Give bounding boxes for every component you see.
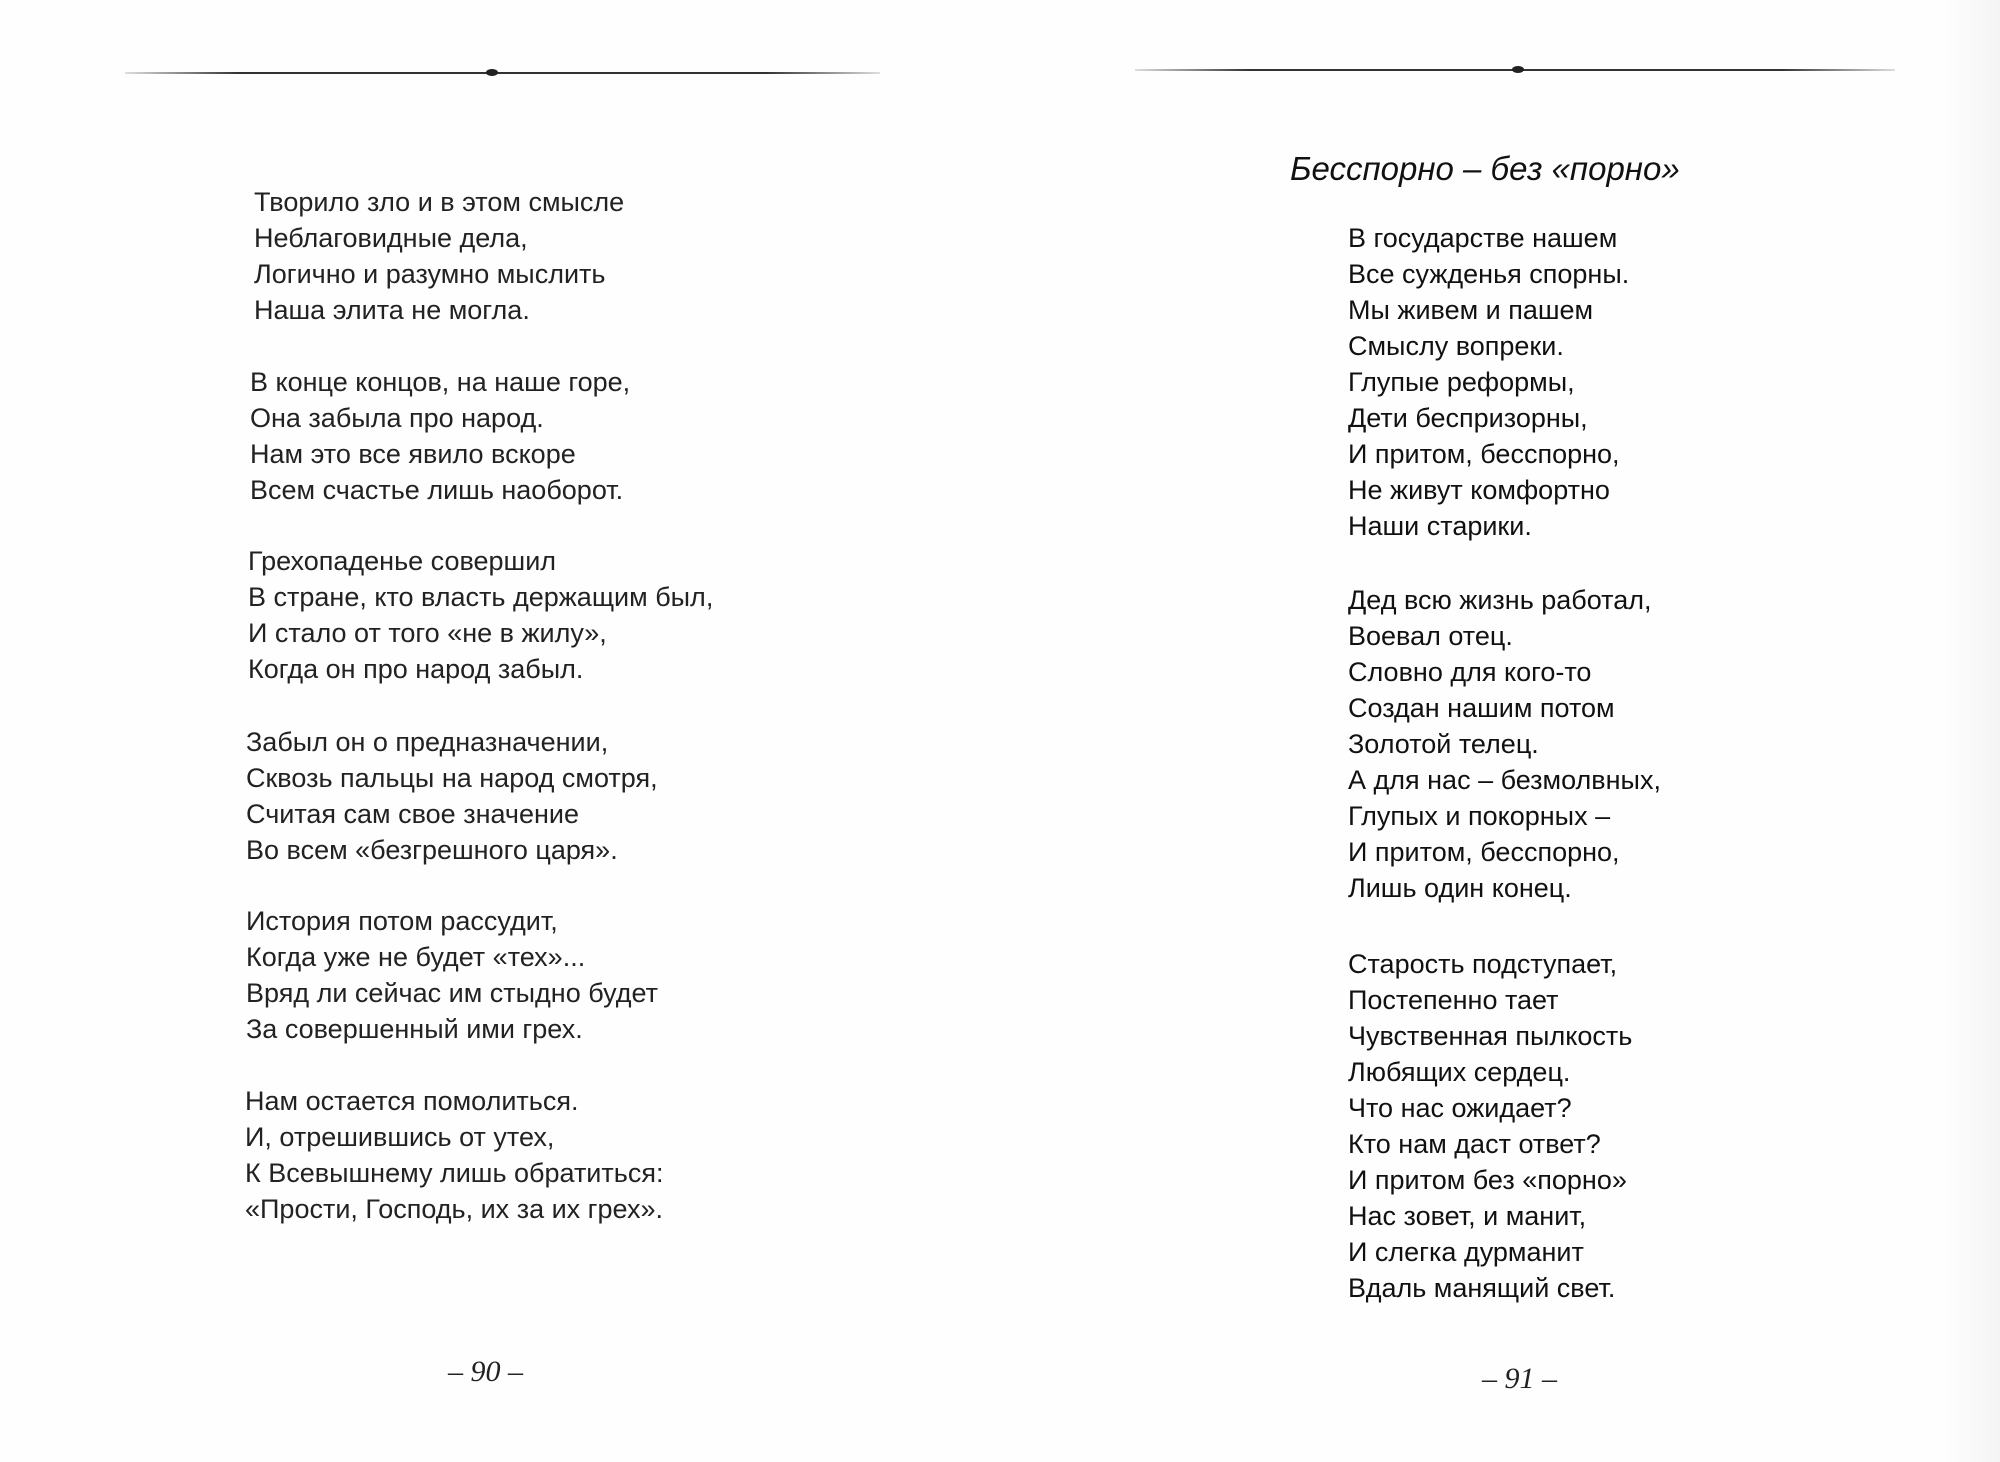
- poem-line: А для нас – безмолвных,: [1348, 765, 1661, 795]
- left-stanza-3: [248, 543, 713, 687]
- poem-line: Нам остается помолиться.: [245, 1086, 579, 1116]
- poem-line: И, отрешившись от утех,: [245, 1122, 555, 1152]
- poem-line: В государстве нашем: [1348, 223, 1618, 253]
- poem-line: Воевал отец.: [1348, 621, 1513, 651]
- poem-line: Золотой телец.: [1348, 729, 1539, 759]
- left-stanza-1: [254, 184, 624, 328]
- page-edge-shadow: [1940, 0, 2000, 1462]
- left-stanza-2: [250, 364, 630, 508]
- poem-line: Во всем «безгрешного царя».: [246, 835, 618, 865]
- header-ornament-right: [1512, 66, 1524, 73]
- poem-line: Творило зло и в этом смысле: [254, 187, 625, 217]
- poem-line: Когда он про народ забыл.: [248, 654, 584, 684]
- header-ornament-left: [486, 69, 498, 76]
- poem-line: Всем счастье лишь наоборот.: [250, 475, 624, 505]
- poem-line: И притом, бесспорно,: [1348, 837, 1620, 867]
- poem-line: Словно для кого-то: [1348, 657, 1592, 687]
- poem-title: Бесспорно – без «порно»: [1290, 150, 1680, 187]
- poem-line: Старость подступает,: [1348, 949, 1618, 979]
- poem-line: Когда уже не будет «тех»...: [246, 942, 586, 972]
- poem-line: Глупые реформы,: [1348, 367, 1575, 397]
- poem-line: Наша элита не могла.: [254, 295, 530, 325]
- right-stanza-1: [1348, 220, 1629, 544]
- page-number-left: – 90 –: [448, 1355, 523, 1388]
- poem-line: И стало от того «не в жилу»,: [248, 618, 607, 648]
- left-stanza-6: [245, 1083, 663, 1227]
- poem-line: История потом рассудит,: [246, 906, 558, 936]
- left-stanza-5: [246, 903, 658, 1047]
- poem-line: Сквозь пальцы на народ смотря,: [246, 763, 658, 793]
- poem-line: Создан нашим потом: [1348, 693, 1615, 723]
- right-stanza-3: [1348, 946, 1632, 1306]
- poem-line: Любящих сердец.: [1348, 1057, 1571, 1087]
- poem-line: И притом без «порно»: [1348, 1165, 1627, 1195]
- poem-line: Считая сам свое значение: [246, 799, 580, 829]
- poem-line: Нас зовет, и манит,: [1348, 1201, 1587, 1231]
- poem-line: За совершенный ими грех.: [246, 1014, 583, 1044]
- poem-line: И притом, бесспорно,: [1348, 439, 1620, 469]
- poem-line: Дети беспризорны,: [1348, 403, 1588, 433]
- poem-line: Кто нам даст ответ?: [1348, 1129, 1601, 1159]
- poem-line: «Прости, Господь, их за их грех».: [245, 1194, 663, 1224]
- poem-line: Все сужденья спорны.: [1348, 259, 1630, 289]
- poem-line: Глупых и покорных –: [1348, 801, 1611, 831]
- poem-line: В конце концов, на наше горе,: [250, 367, 631, 397]
- poem-line: Дед всю жизнь работал,: [1348, 585, 1652, 615]
- poem-line: Мы живем и пашем: [1348, 295, 1594, 325]
- poem-line: И слегка дурманит: [1348, 1237, 1584, 1267]
- poem-line: Грехопаденье совершил: [248, 546, 557, 576]
- poem-line: Вряд ли сейчас им стыдно будет: [246, 978, 658, 1008]
- header-rule-left: [125, 72, 880, 74]
- poem-line: Смыслу вопреки.: [1348, 331, 1564, 361]
- left-stanza-4: [246, 724, 658, 868]
- poem-line: Не живут комфортно: [1348, 475, 1610, 505]
- poem-line: Неблаговидные дела,: [254, 223, 528, 253]
- poem-line: Логично и разумно мыслить: [254, 259, 606, 289]
- poem-line: Вдаль манящий свет.: [1348, 1273, 1616, 1303]
- poem-line: Нам это все явило вскоре: [250, 439, 576, 469]
- poem-line: В стране, кто власть держащим был,: [248, 582, 714, 612]
- poem-line: К Всевышнему лишь обратиться:: [245, 1158, 664, 1188]
- poem-line: Лишь один конец.: [1348, 873, 1572, 903]
- poem-line: Что нас ожидает?: [1348, 1093, 1572, 1123]
- poem-line: Чувственная пылкость: [1348, 1021, 1633, 1051]
- poem-line: Забыл он о предназначении,: [246, 727, 609, 757]
- right-stanza-2: [1348, 582, 1661, 906]
- page-number-right: – 91 –: [1482, 1362, 1557, 1395]
- poem-line: Постепенно тает: [1348, 985, 1559, 1015]
- poem-line: Наши старики.: [1348, 511, 1532, 541]
- poem-line: Она забыла про народ.: [250, 403, 544, 433]
